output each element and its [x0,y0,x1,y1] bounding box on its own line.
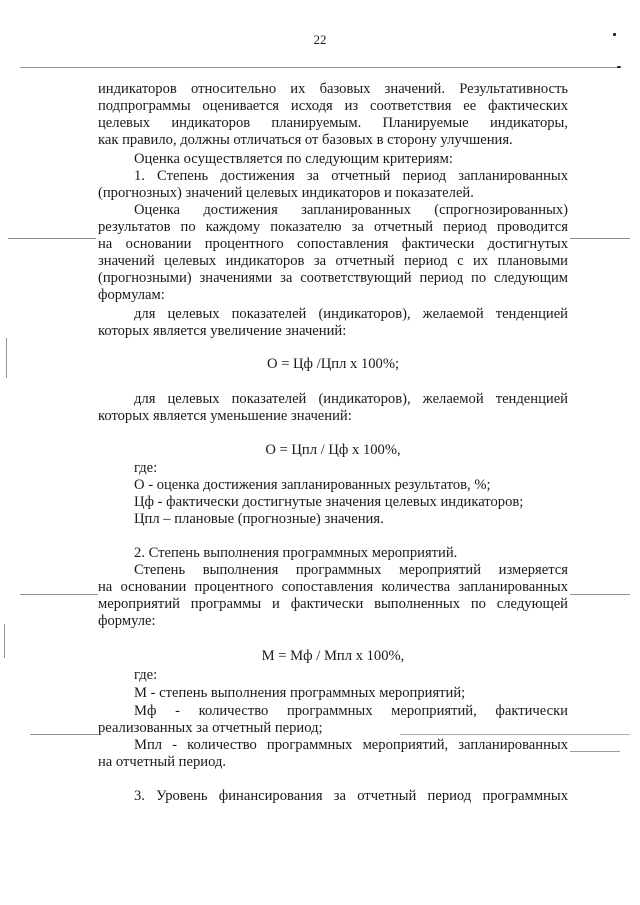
text-line: Мф - количество программных мероприятий, фактически [134,703,568,719]
page-number: 22 [313,32,327,47]
text-line: для целевых показателей (индикаторов), желаемой тенденцией [134,391,568,407]
text-line: мероприятий программы и фактически выполненных по следующей [98,596,568,612]
text-line: М - степень выполнения программных мероприятий; [134,685,466,701]
text-line: О = Цпл / Цф х 100%, [265,442,401,458]
text-line: на отчетный период. [98,754,227,770]
scan-line-top [20,67,620,68]
text-line: Цпл – плановые (прогнозные) значения. [134,511,384,527]
text-line: на основании процентного сопоставления количества запланированных [98,579,568,595]
text-line: О - оценка достижения запланированных результатов, %; [134,477,491,493]
text-line: М = Мф / Мпл х 100%, [261,648,405,664]
text-line: реализованных за отчетный период; [98,720,323,736]
text-line: где: [134,460,158,476]
text-line: целевых индикаторов планируемым. Планируемые индикаторы, [98,115,568,131]
scan-line-mid-5 [30,734,98,735]
scan-margin-bar-1 [6,338,7,378]
text-line: Степень выполнения программных мероприятий измеряется [134,562,568,578]
text-line: Оценка достижения запланированных (спрогнозированных) [134,202,568,218]
text-line: формуле: [98,613,156,629]
text-line: 1. Степень достижения за отчетный период запланированных [134,168,568,184]
scan-margin-bar-2 [4,624,5,658]
scan-dot-1 [613,33,616,36]
text-line: как правило, должны отличаться от базовых в сторону улучшения. [98,132,513,148]
scan-line-mid-7 [570,751,620,752]
text-line: Мпл - количество программных мероприятий, запланированных [134,737,568,753]
scan-line-mid-3 [20,594,98,595]
scan-line-mid-4 [570,594,630,595]
text-line: где: [134,667,158,683]
text-line: (прогнозных) значений целевых индикаторов и показателей. [98,185,474,201]
text-line: 3. Уровень финансирования за отчетный период программных [134,788,568,804]
text-line: 2. Степень выполнения программных мероприятий. [134,545,458,561]
text-line: значений целевых индикаторов за отчетный период с их плановыми [98,253,568,269]
text-line: которых является уменьшение значений: [98,408,352,424]
scan-line-mid-1 [8,238,96,239]
text-line: Оценка осуществляется по следующим критериям: [134,151,453,167]
text-line: на основании процентного сопоставления фактически достигнутых [98,236,568,252]
scan-dot-2 [617,66,621,68]
text-line: которых является увеличение значений: [98,323,347,339]
text-line: индикаторов относительно их базовых значений. Результативность [98,81,568,97]
text-line: подпрограммы оценивается исходя из соответствия ее фактических [98,98,568,114]
scan-line-mid-2 [570,238,630,239]
text-line: Цф - фактически достигнутые значения целевых индикаторов; [134,494,524,510]
text-line: О = Цф /Цпл х 100%; [266,356,400,372]
text-line: формулам: [98,287,165,303]
text-line: для целевых показателей (индикаторов), желаемой тенденцией [134,306,568,322]
text-line: результатов по каждому показателю за отчетный период проводится [98,219,568,235]
text-line: (прогнозными) значениями за соответствующий период по следующим [98,270,568,286]
